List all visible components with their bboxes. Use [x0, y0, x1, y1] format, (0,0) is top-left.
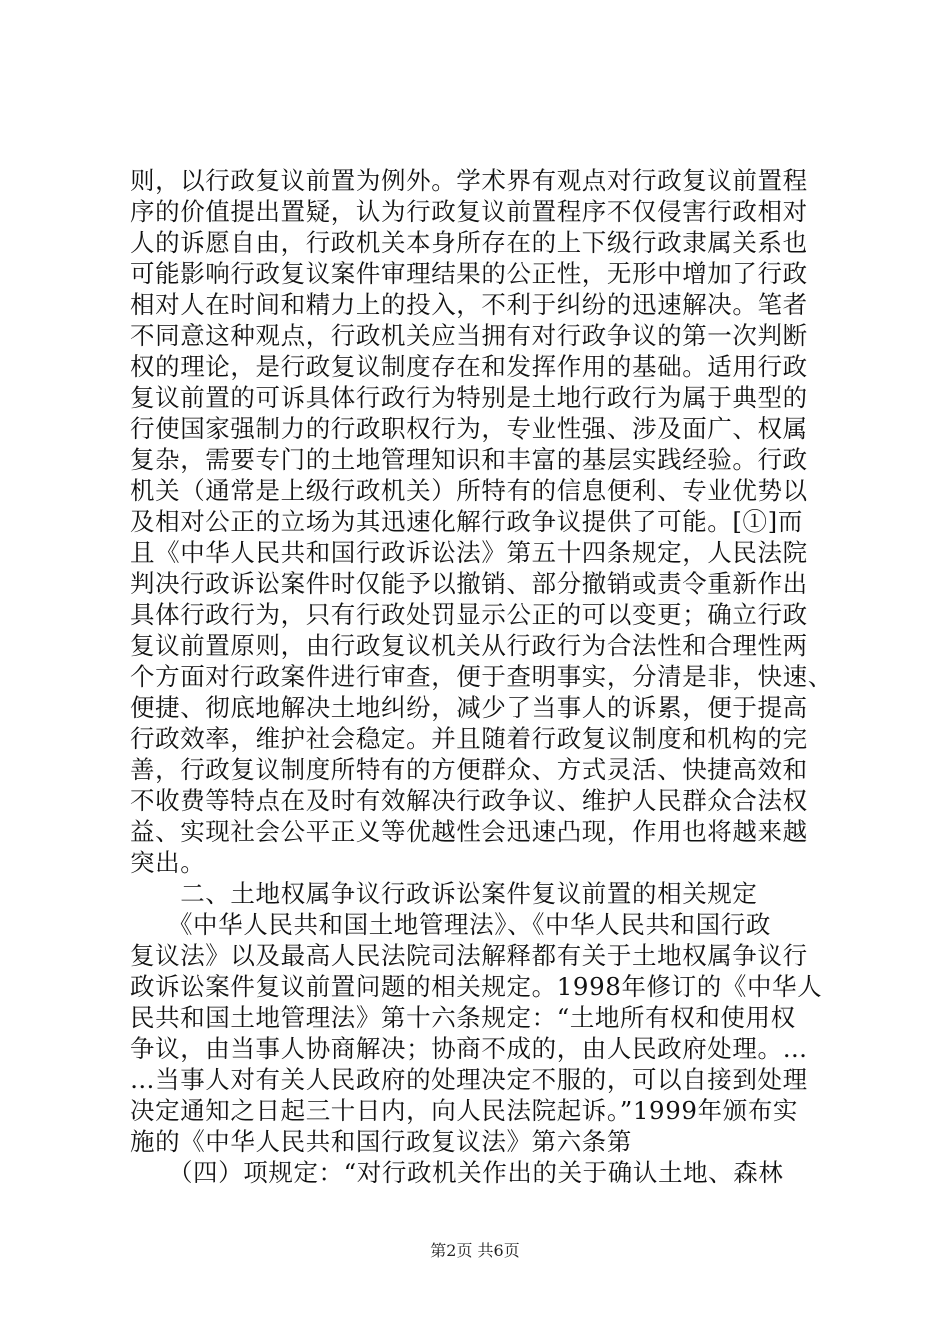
text-line: 益、实现社会公平正义等优越性会迅速凸现，作用也将越来越	[130, 817, 808, 846]
text-line: 个方面对行政案件进行审查，便于查明事实，分清是非，快速、	[130, 662, 833, 691]
text-line: 民共和国土地管理法》第十六条规定：“土地所有权和使用权	[130, 1003, 796, 1032]
text-line: （四）项规定：“对行政机关作出的关于确认土地、森林	[130, 1158, 784, 1187]
text-line: 及相对公正的立场为其迅速化解行政争议提供了可能。[①]而	[130, 507, 803, 536]
page-footer: 第2页 共6页	[430, 1241, 520, 1260]
section-heading: 二、土地权属争议行政诉讼案件复议前置的相关规定	[130, 879, 758, 908]
text-line: 不收费等特点在及时有效解决行政争议、维护人民群众合法权	[130, 786, 808, 815]
text-line: 复议法》以及最高人民法院司法解释都有关于土地权属争议行	[130, 941, 808, 970]
body-text	[130, 165, 850, 1188]
text-line: 复杂，需要专门的土地管理知识和丰富的基层实践经验。行政	[130, 445, 808, 474]
text-line: 争议，由当事人协商解决；协商不成的，由人民政府处理。…	[130, 1034, 808, 1063]
text-line: 政诉讼案件复议前置问题的相关规定。1998年修订的《中华人	[130, 972, 823, 1001]
text-line: 具体行政行为，只有行政处罚显示公正的可以变更；确立行政	[130, 600, 808, 629]
text-line: 善，行政复议制度所特有的方便群众、方式灵活、快捷高效和	[130, 755, 808, 784]
text-line: 决定通知之日起三十日内，向人民法院起诉。”1999年颁布实	[130, 1096, 799, 1125]
text-line: 行使国家强制力的行政职权行为，专业性强、涉及面广、权属	[130, 414, 808, 443]
text-line: 可能影响行政复议案件审理结果的公正性，无形中增加了行政	[130, 259, 808, 288]
text-line: 施的《中华人民共和国行政复议法》第六条第	[130, 1127, 632, 1156]
text-line: 复议前置的可诉具体行政行为特别是土地行政行为属于典型的	[130, 383, 808, 412]
text-line: 权的理论，是行政复议制度存在和发挥作用的基础。适用行政	[130, 352, 808, 381]
text-line: …当事人对有关人民政府的处理决定不服的，可以自接到处理	[130, 1065, 808, 1094]
text-line: 且《中华人民共和国行政诉讼法》第五十四条规定，人民法院	[130, 538, 808, 567]
text-line: 便捷、彻底地解决土地纠纷，减少了当事人的诉累，便于提高	[130, 693, 808, 722]
text-line: 突出。	[130, 848, 206, 877]
text-line: 机关（通常是上级行政机关）所特有的信息便利、专业优势以	[130, 476, 808, 505]
text-line: 则，以行政复议前置为例外。学术界有观点对行政复议前置程	[130, 166, 808, 195]
text-line: 行政效率，维护社会稳定。并且随着行政复议制度和机构的完	[130, 724, 808, 753]
text-line: 不同意这种观点，行政机关应当拥有对行政争议的第一次判断	[130, 321, 808, 350]
text-line: 判决行政诉讼案件时仅能予以撤销、部分撤销或责令重新作出	[130, 569, 808, 598]
text-line: 相对人在时间和精力上的投入，不利于纠纷的迅速解决。笔者	[130, 290, 808, 319]
text-line: 人的诉愿自由，行政机关本身所存在的上下级行政隶属关系也	[130, 228, 808, 257]
text-line: 复议前置原则，由行政复议机关从行政行为合法性和合理性两	[130, 631, 808, 660]
text-line: 序的价值提出置疑，认为行政复议前置程序不仅侵害行政相对	[130, 197, 808, 226]
text-line: 《中华人民共和国土地管理法》、《中华人民共和国行政	[130, 910, 771, 939]
